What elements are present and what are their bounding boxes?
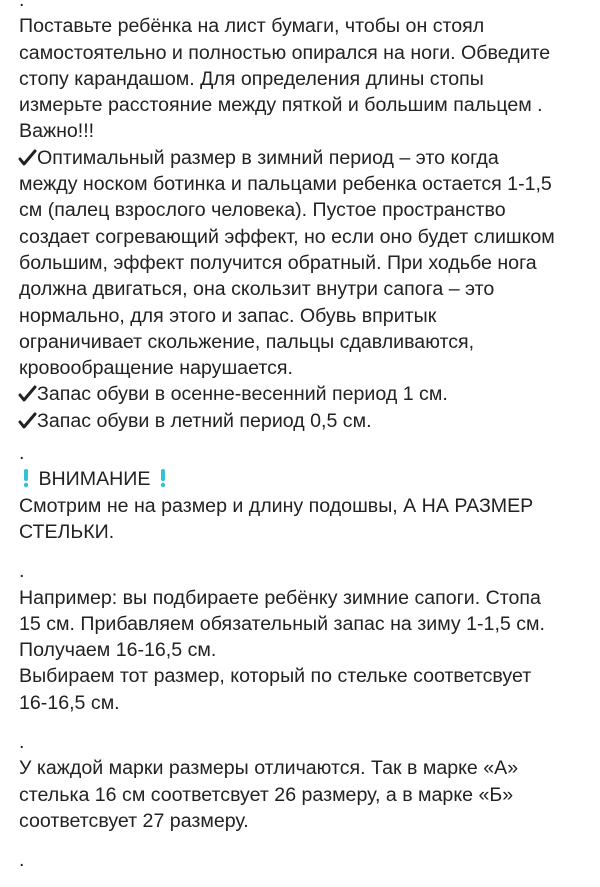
checkmark-icon <box>19 408 37 434</box>
text-line: стелька 16 см соответсвует 26 размеру, а в марке «Б» <box>19 783 514 806</box>
text-line: измерьте расстояние между пяткой и большим пальцем . <box>19 94 543 117</box>
text-line: стопу карандашом. Для определения длины стопы <box>19 67 484 90</box>
attention-heading <box>19 466 590 492</box>
text-line: ограничивает скольжение, пальцы сдавливаются, <box>19 330 475 353</box>
checkmark-icon <box>19 381 37 407</box>
text-line: Получаем 16-16,5 см. <box>19 639 217 662</box>
attention-label: ВНИМАНИЕ <box>38 468 151 491</box>
paragraph-brands <box>19 755 590 834</box>
text-line: Смотрим не на размер и длину подошвы, А НА РАЗМЕР <box>19 494 534 517</box>
text-line: 15 см. Прибавляем обязательный запас на зиму 1-1,5 см. <box>19 612 545 635</box>
separator-dot: . <box>19 442 25 465</box>
exclamation-icon <box>19 466 33 492</box>
separator-dot: . <box>19 0 25 11</box>
exclamation-icon <box>156 466 170 492</box>
separator-dot: . <box>19 731 25 754</box>
text-line: Например: вы подбираете ребёнку зимние сапоги. Стопа <box>19 586 541 609</box>
text-line: Важно!!! <box>19 120 95 143</box>
text-line: Оптимальный размер в зимний период – это когда <box>37 146 499 169</box>
separator-dot: . <box>19 849 25 872</box>
text-line: Поставьте ребёнка на лист бумаги, чтобы он стоял <box>19 15 485 38</box>
text-line: самостоятельно и полностью опирался на ноги. Обведите <box>19 41 551 64</box>
paragraph-foot-measure <box>19 13 590 144</box>
tip-spring-autumn <box>19 381 590 407</box>
checkmark-icon <box>19 145 37 171</box>
paragraph-insole <box>19 493 590 546</box>
paragraph-example <box>19 585 590 716</box>
text-line: Выбираем тот размер, который по стельке соответсвует <box>19 665 532 688</box>
text-line: создает согревающий эффект, но если оно будет слишком <box>19 225 555 248</box>
text-line: между носком ботинка и пальцами ребенка остается 1-1,5 <box>19 173 552 196</box>
text-line: см (палец взрослого человека). Пустое пространство <box>19 199 506 222</box>
tip-summer <box>19 408 590 434</box>
text-line: У каждой марки размеры отличаются. Так в марке «А» <box>19 757 519 780</box>
text-line: 16-16,5 см. <box>19 691 120 714</box>
text-line: нормально, для этого и запас. Обувь впритык <box>19 304 437 327</box>
tip-text: Запас обуви в осенне-весенний период 1 см. <box>37 383 448 406</box>
tip-winter <box>19 145 590 382</box>
text-line: должна двигаться, она скользит внутри сапога – это <box>19 278 495 301</box>
text-line: кровообращение нарушается. <box>19 357 293 380</box>
text-line: большим, эффект получится обратный. При ходьбе нога <box>19 251 537 274</box>
text-line: соответсвует 27 размеру. <box>19 809 249 832</box>
tip-text: Запас обуви в летний период 0,5 см. <box>37 409 372 432</box>
separator-dot: . <box>19 560 25 583</box>
text-line: СТЕЛЬКИ. <box>19 520 115 543</box>
